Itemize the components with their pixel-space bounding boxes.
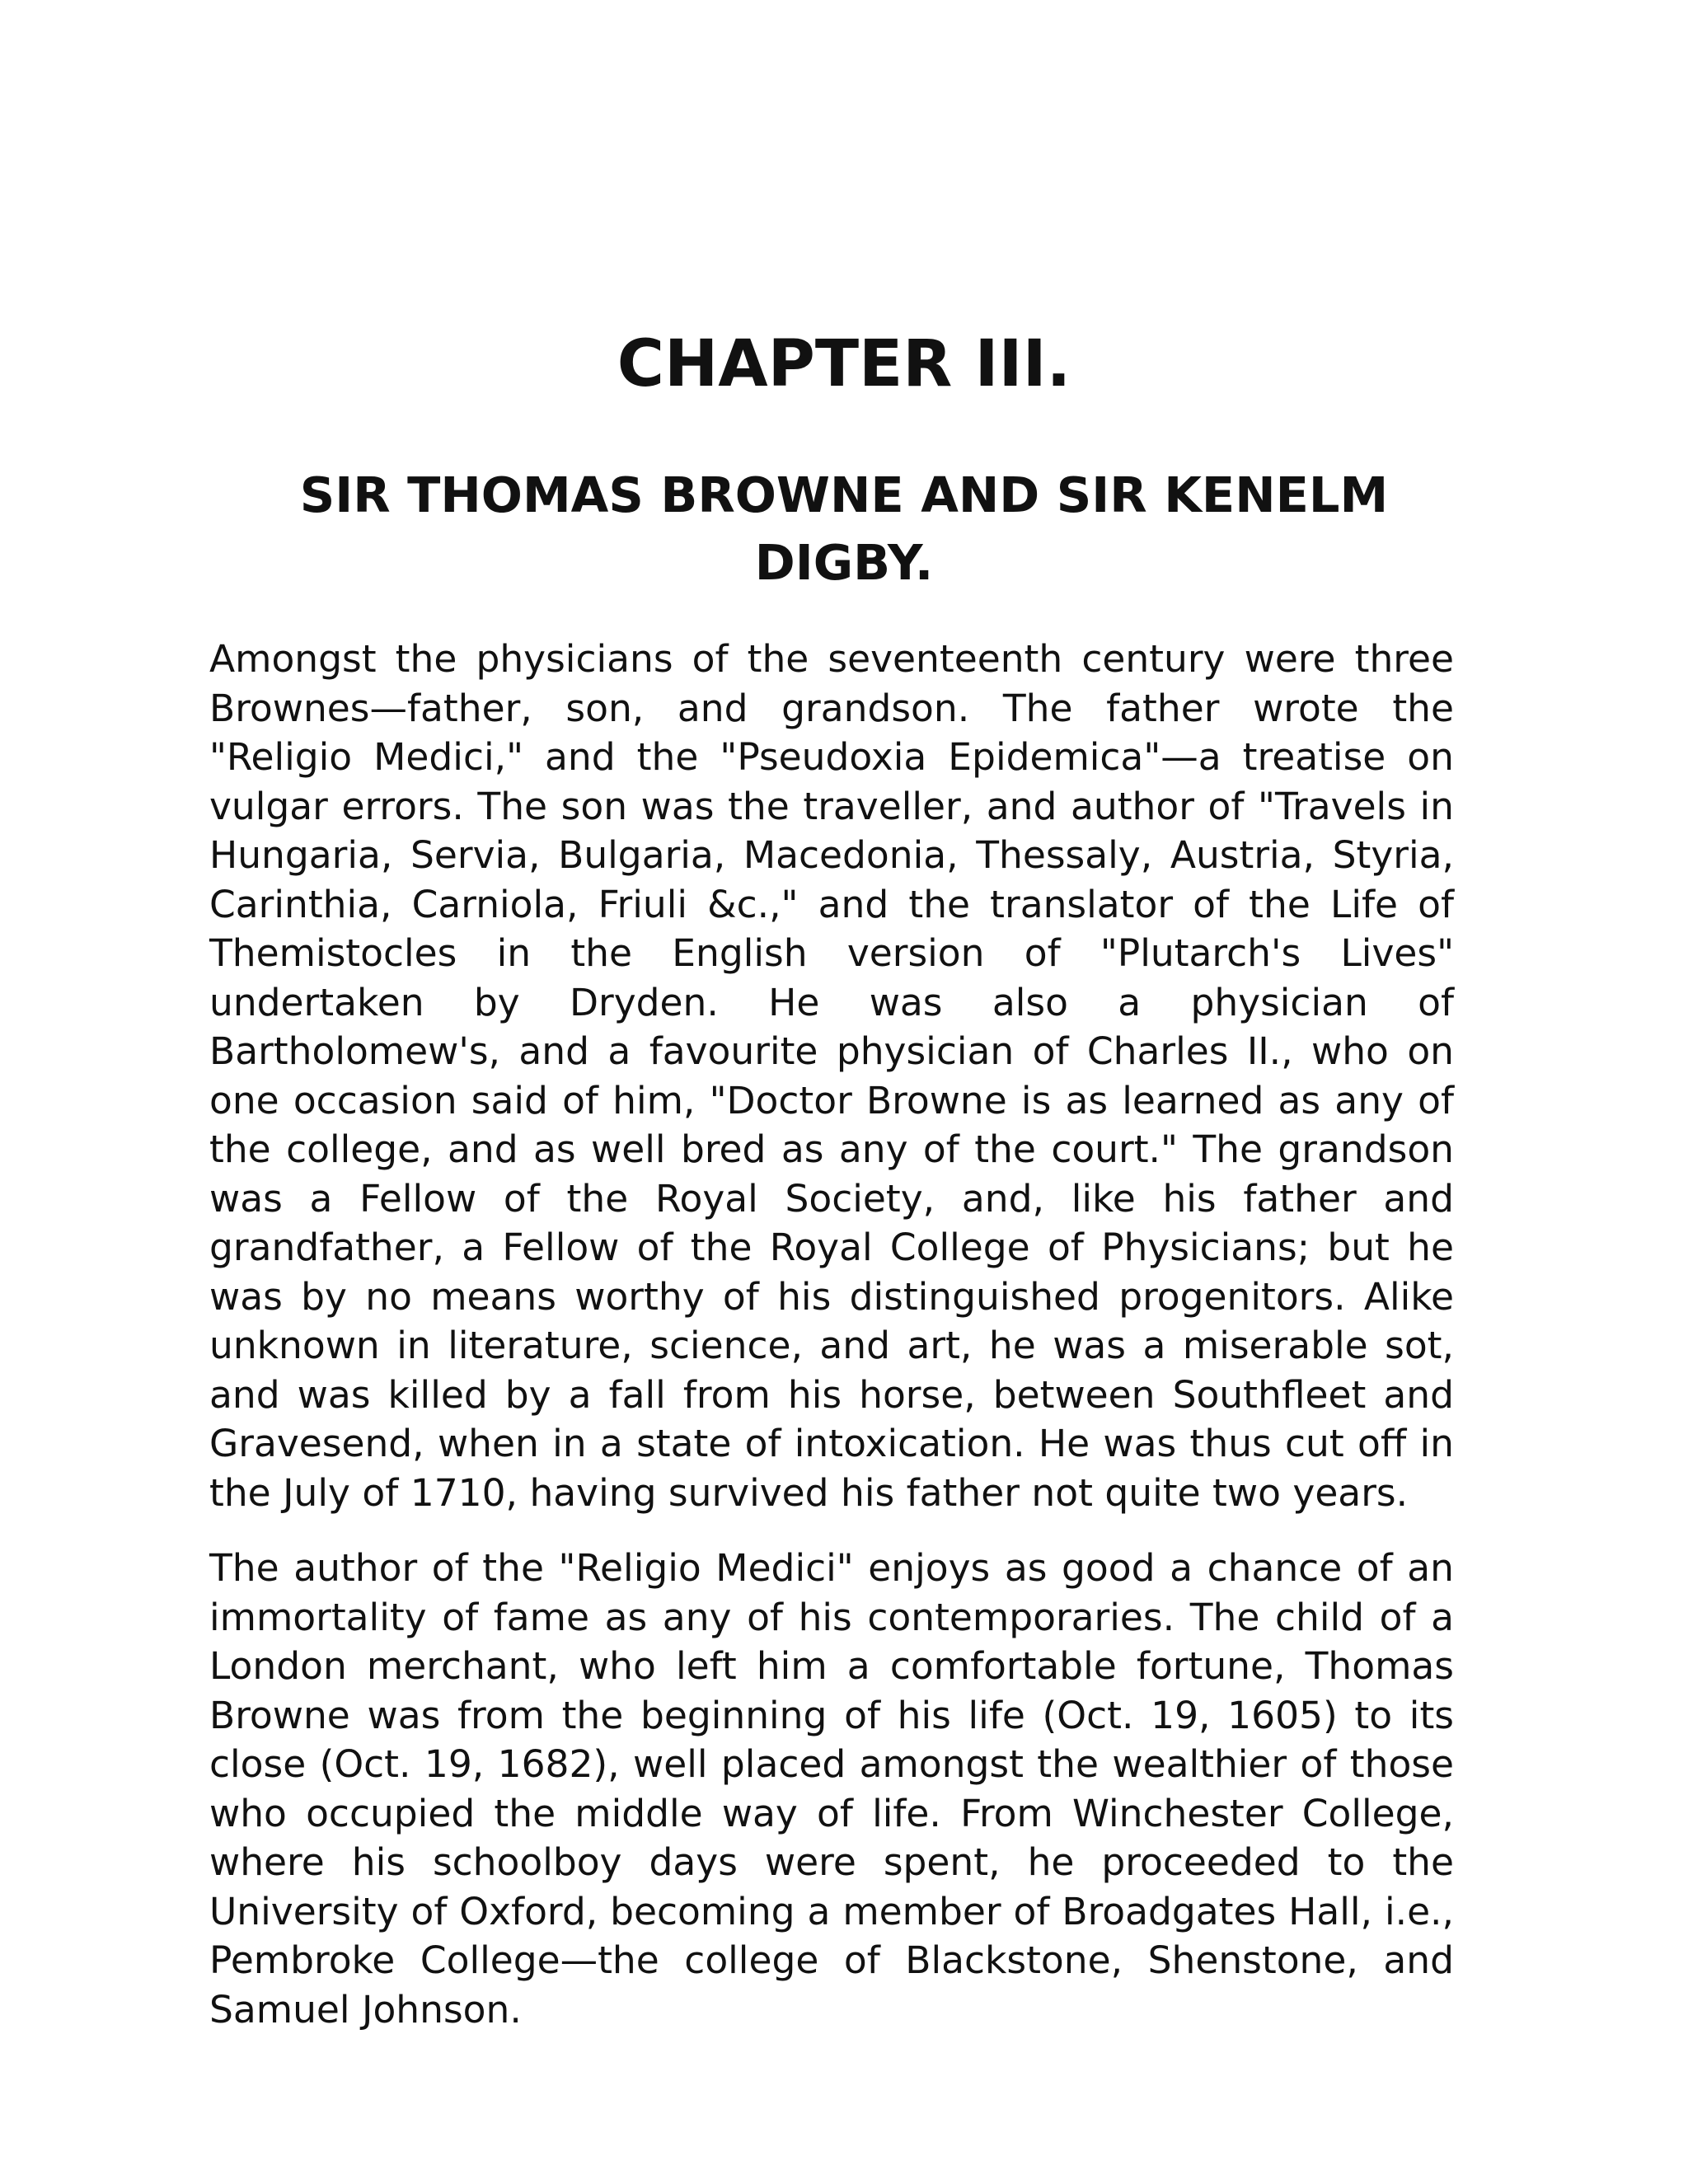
chapter-title: CHAPTER III. bbox=[617, 327, 1071, 401]
paragraph-2: The author of the "Religio Medici" enjoys as good a chance of an immortality of fame as any of his contemporaries. The child of a London merchant, who left him a comfortable fortune, Thomas Browne was from the beginning of his life (Oct. 19, 1605) to its close (Oct. 19, 1682), well placed amongst the wealthier of those who occupied the middle way of life. From Winchester College, where his schoolboy days were spent, he proceeded to the University of Oxford, becoming a member of Broadgates Hall, i.e., Pembroke College—the college of Blackstone, Shenstone, and Samuel Johnson. bbox=[209, 1546, 1454, 2032]
chapter-body bbox=[209, 635, 1454, 2060]
paragraph-1: Amongst the physicians of the seventeenth century were three Brownes—father, son, and grandson. The father wrote the "Religio Medici," and the "Pseudoxia Epidemica"—a treatise on vulgar errors. The son was the traveller, and author of "Travels in Hungaria, Servia, Bulgaria, Macedonia, Thessaly, Austria, Styria, Carinthia, Carniola, Friuli &c.," and the translator of the Life of Themistocles in the English version of "Plutarch's Lives" undertaken by Dryden. He was also a physician of Bartholomew's, and a favourite physician of Charles II., who on one occasion said of him, "Doctor Browne is as learned as any of the college, and as well bred as any of the court." The grandson was a Fellow of the Royal Society, and, like his father and grandfather, a Fellow of the Royal College of Physicians; but he was by no means worthy of his distinguished progenitors. Alike unknown in literature, science, and art, he was a miserable sot, and was killed by a fall from his horse, between Southfleet and Gravesend, when in a state of intoxication. He was thus cut off in the July of 1710, having survived his father not quite two years. bbox=[209, 637, 1454, 1515]
chapter-subtitle: SIR THOMAS BROWNE AND SIR KENELM DIGBY. bbox=[299, 466, 1389, 591]
